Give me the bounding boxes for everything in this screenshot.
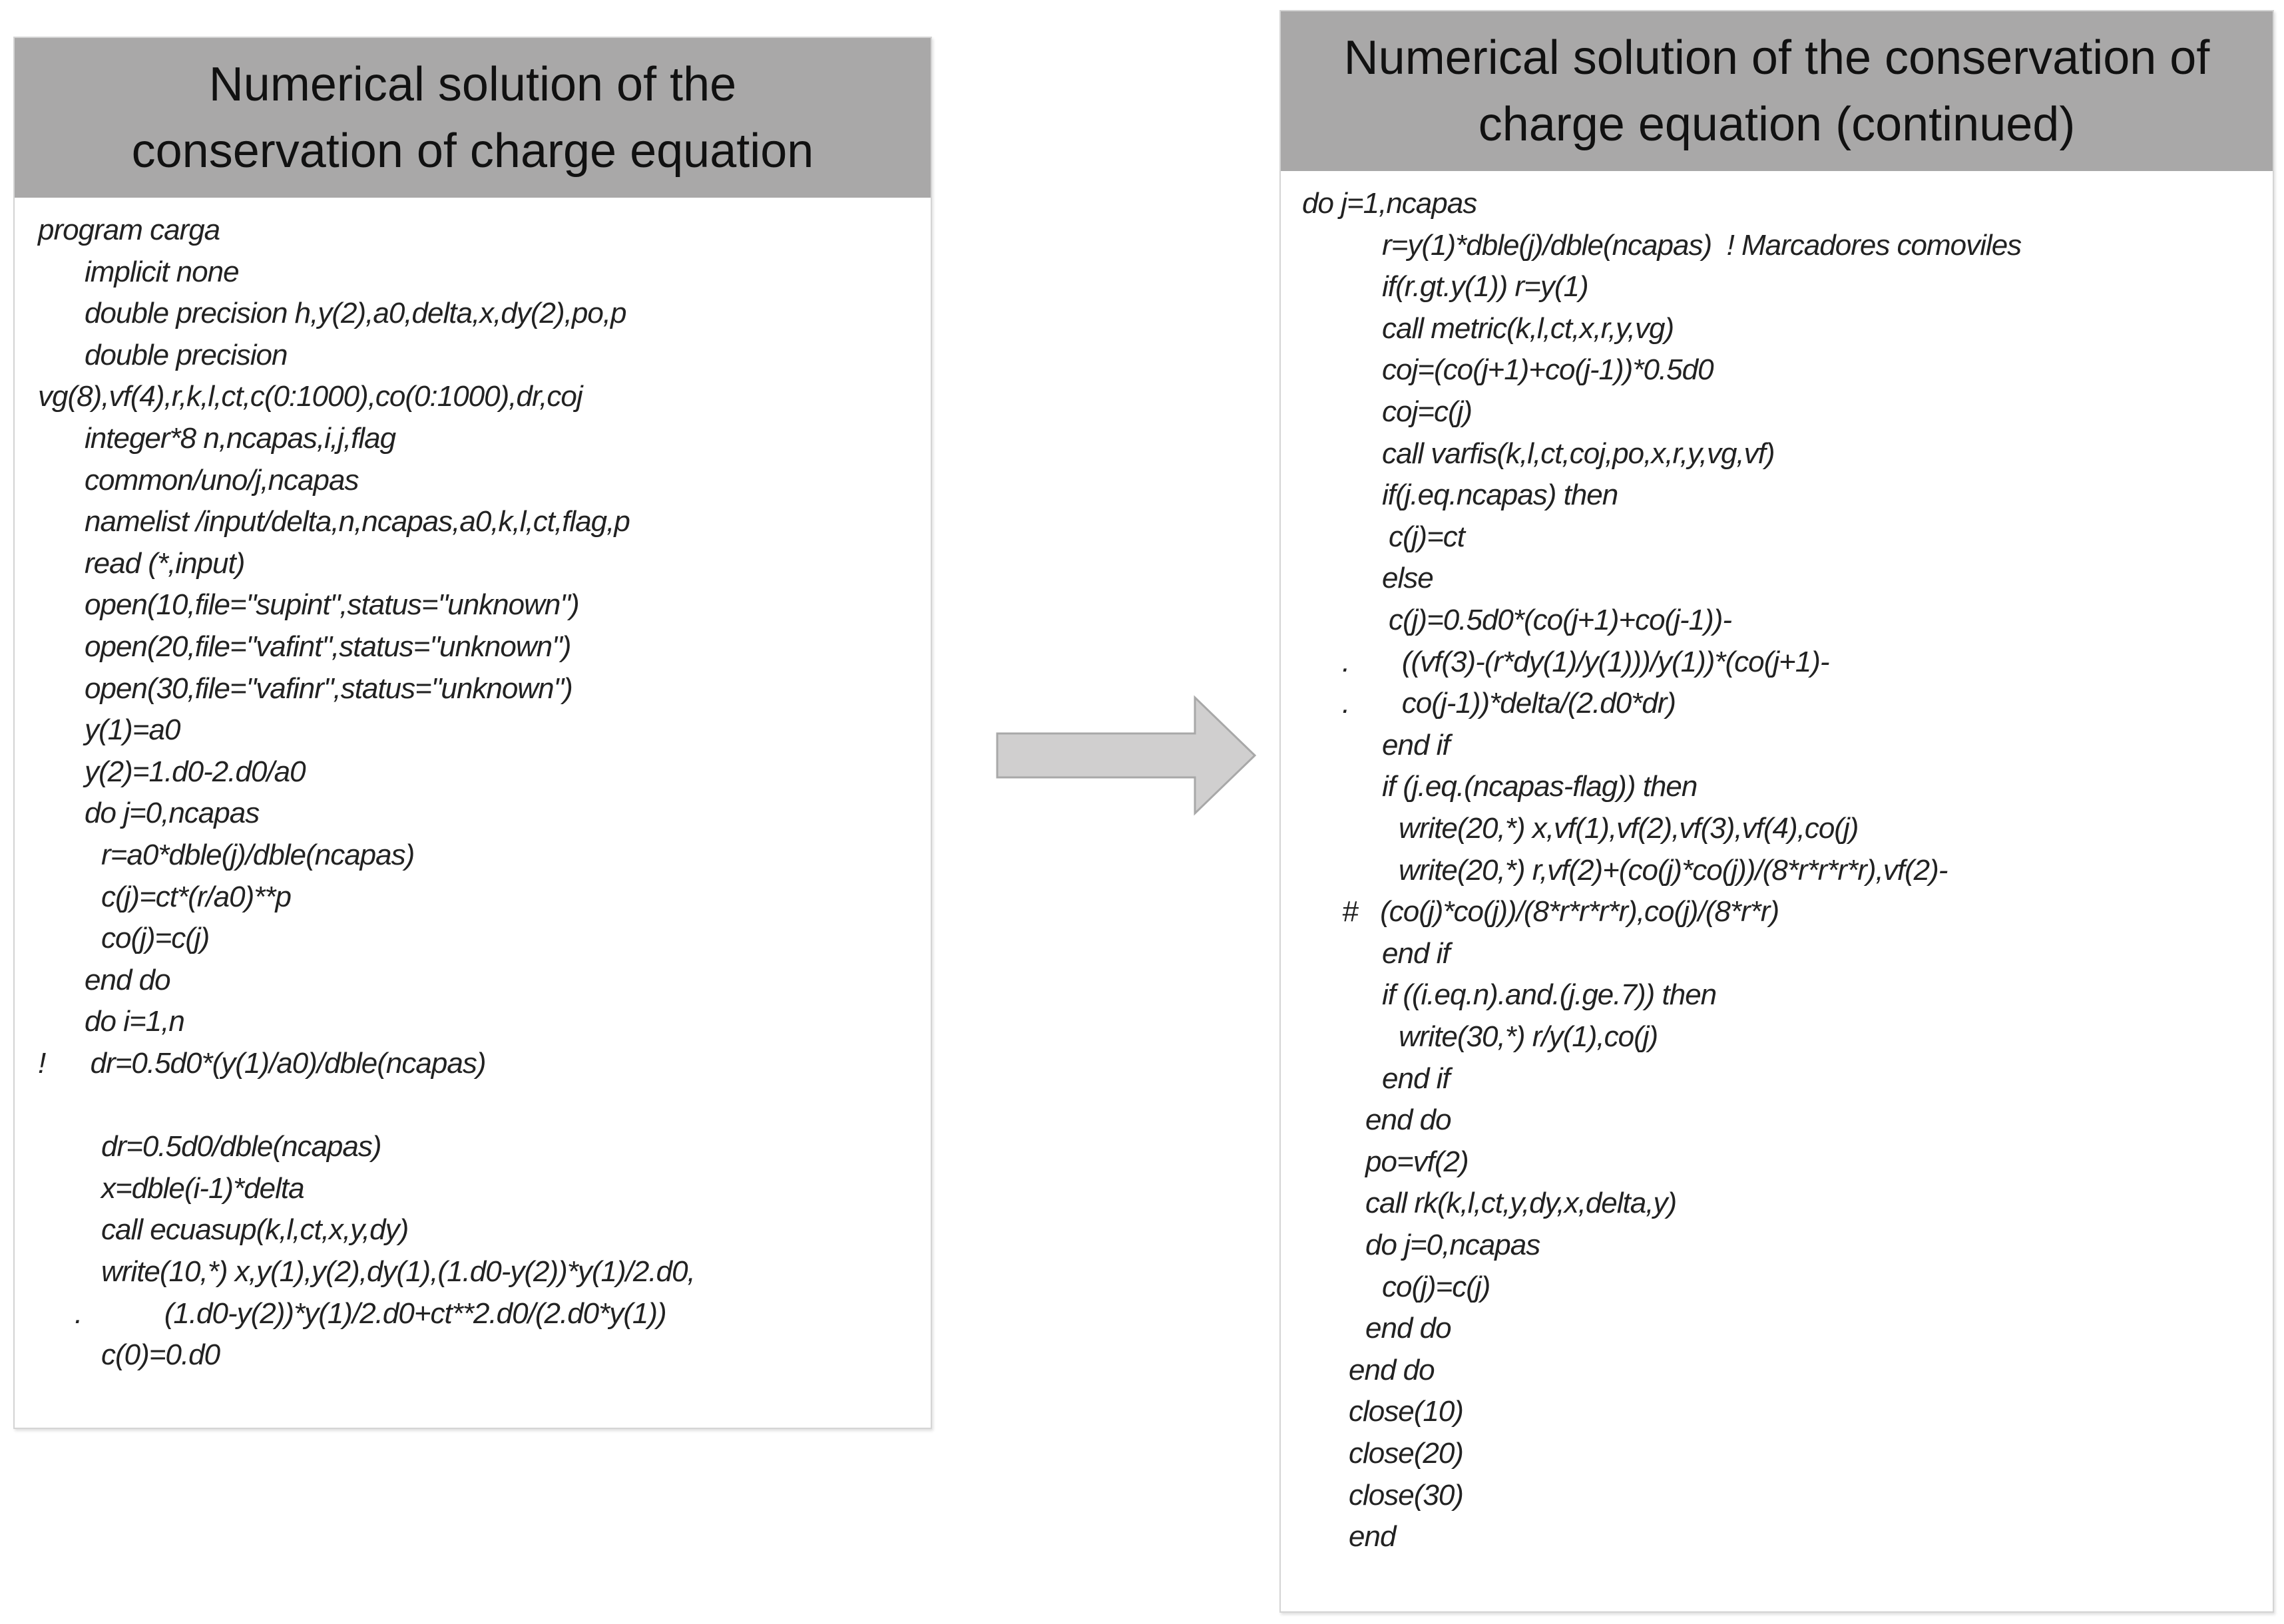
code-line: write(30,*) r/y(1),co(j) (1399, 1020, 1658, 1053)
code-line: close(20) (1349, 1437, 1463, 1470)
code-line: y(1)=a0 (85, 713, 180, 747)
code-line: co(j)=c(j) (1382, 1270, 1490, 1303)
code-line: call ecuasup(k,l,ct,x,y,dy) (101, 1213, 409, 1247)
panel-header-left (15, 38, 931, 198)
code-line: c(j)=ct (1389, 520, 1465, 553)
code-line: do j=1,ncapas (1302, 187, 1477, 220)
code-line: vg(8),vf(4),r,k,l,ct,c(0:1000),co(0:1000),dr,coj (38, 380, 582, 413)
code-line: . (1.d0-y(2))*y(1)/2.d0+ct**2.d0/(2.d0*y(1)) (75, 1297, 666, 1330)
code-line: namelist /input/delta,n,ncapas,a0,k,l,ct,flag,p (85, 505, 630, 538)
code-line: ! dr=0.5d0*(y(1)/a0)/dble(ncapas) (38, 1047, 486, 1080)
code-line: write(10,*) x,y(1),y(2),dy(1),(1.d0-y(2))*y(1)/2.d0, (101, 1255, 695, 1288)
code-line: program carga (38, 214, 220, 246)
code-line: close(10) (1349, 1395, 1463, 1428)
code-line: y(2)=1.d0-2.d0/a0 (85, 755, 306, 788)
code-line: write(20,*) r,vf(2)+(co(j)*co(j))/(8*r*r*r*r),vf(2)- (1399, 853, 1948, 887)
code-panel-left (13, 37, 932, 1429)
code-line: coj=(co(j+1)+co(j-1))*0.5d0 (1382, 353, 1713, 387)
code-line: do i=1,n (85, 1005, 184, 1038)
code-line: if (j.eq.(ncapas-flag)) then (1382, 770, 1698, 803)
code-line: end if (1382, 728, 1450, 761)
code-line: end do (1365, 1312, 1451, 1345)
code-line: co(j)=c(j) (101, 922, 210, 955)
right-arrow-icon (992, 692, 1258, 819)
code-line: c(j)=0.5d0*(co(j+1)+co(j-1))- (1389, 604, 1732, 636)
code-line: r=y(1)*dble(j)/dble(ncapas) ! Marcadores comoviles (1382, 228, 2022, 262)
code-line: implicit none (85, 255, 239, 288)
code-line: if(r.gt.y(1)) r=y(1) (1382, 270, 1588, 304)
code-line: write(20,*) x,vf(1),vf(2),vf(3),vf(4),co(j) (1399, 812, 1859, 845)
code-line: do j=0,ncapas (85, 797, 260, 830)
code-line: po=vf(2) (1365, 1145, 1469, 1178)
code-line: open(10,file="supint",status="unknown") (85, 588, 579, 622)
code-line: end do (1365, 1104, 1451, 1137)
code-line: open(30,file="vafinr",status="unknown") (85, 672, 572, 705)
panel-title-right (1344, 25, 2210, 158)
code-line: double precision (85, 338, 288, 371)
code-line: end (1349, 1520, 1396, 1553)
code-line: . co(j-1))*delta/(2.d0*dr) (1342, 687, 1676, 720)
code-line: end do (85, 963, 170, 996)
panel-title-line-2: charge equation (continued) (1478, 98, 2076, 151)
panel-title-line-1: Numerical solution of the conservation of (1343, 31, 2210, 85)
code-line: call rk(k,l,ct,y,dy,x,delta,y) (1365, 1187, 1677, 1220)
code-line: common/uno/j,ncapas (85, 463, 359, 497)
code-line: if(j.eq.ncapas) then (1382, 479, 1618, 512)
code-line: end if (1382, 1062, 1450, 1095)
code-line: . ((vf(3)-(r*dy(1)/y(1)))/y(1))*(co(j+1)- (1342, 645, 1829, 678)
code-line: close(30) (1349, 1478, 1463, 1512)
code-line: c(j)=ct*(r/a0)**p (101, 880, 291, 913)
code-line: open(20,file="vafint",status="unknown") (85, 630, 571, 663)
code-line: call metric(k,l,ct,x,r,y,vg) (1382, 311, 1674, 345)
code-line: x=dble(i-1)*delta (101, 1171, 304, 1205)
panel-title-line-1: Numerical solution of the (208, 58, 737, 111)
code-line: c(0)=0.d0 (101, 1338, 220, 1372)
panel-title-left (132, 51, 814, 184)
code-line: r=a0*dble(j)/dble(ncapas) (101, 839, 415, 871)
code-line: read (*,input) (85, 546, 245, 580)
code-line: end do (1349, 1353, 1435, 1386)
code-line: dr=0.5d0/dble(ncapas) (101, 1130, 381, 1163)
code-line: else (1382, 562, 1433, 595)
code-line: coj=c(j) (1382, 395, 1473, 428)
code-line: double precision h,y(2),a0,delta,x,dy(2),po,p (85, 297, 626, 330)
code-line: end if (1382, 936, 1450, 970)
code-panel-right (1279, 10, 2274, 1613)
panel-header-right (1281, 11, 2273, 171)
panel-title-line-2: conservation of charge equation (131, 124, 814, 178)
code-line: integer*8 n,ncapas,i,j,flag (85, 422, 396, 455)
code-line: if ((i.eq.n).and.(j.ge.7)) then (1382, 978, 1717, 1012)
code-line: call varfis(k,l,ct,coj,po,x,r,y,vg,vf) (1382, 437, 1775, 470)
code-line: # (co(j)*co(j))/(8*r*r*r*r),co(j)/(8*r*r) (1342, 895, 1779, 928)
code-line: do j=0,ncapas (1365, 1229, 1540, 1261)
